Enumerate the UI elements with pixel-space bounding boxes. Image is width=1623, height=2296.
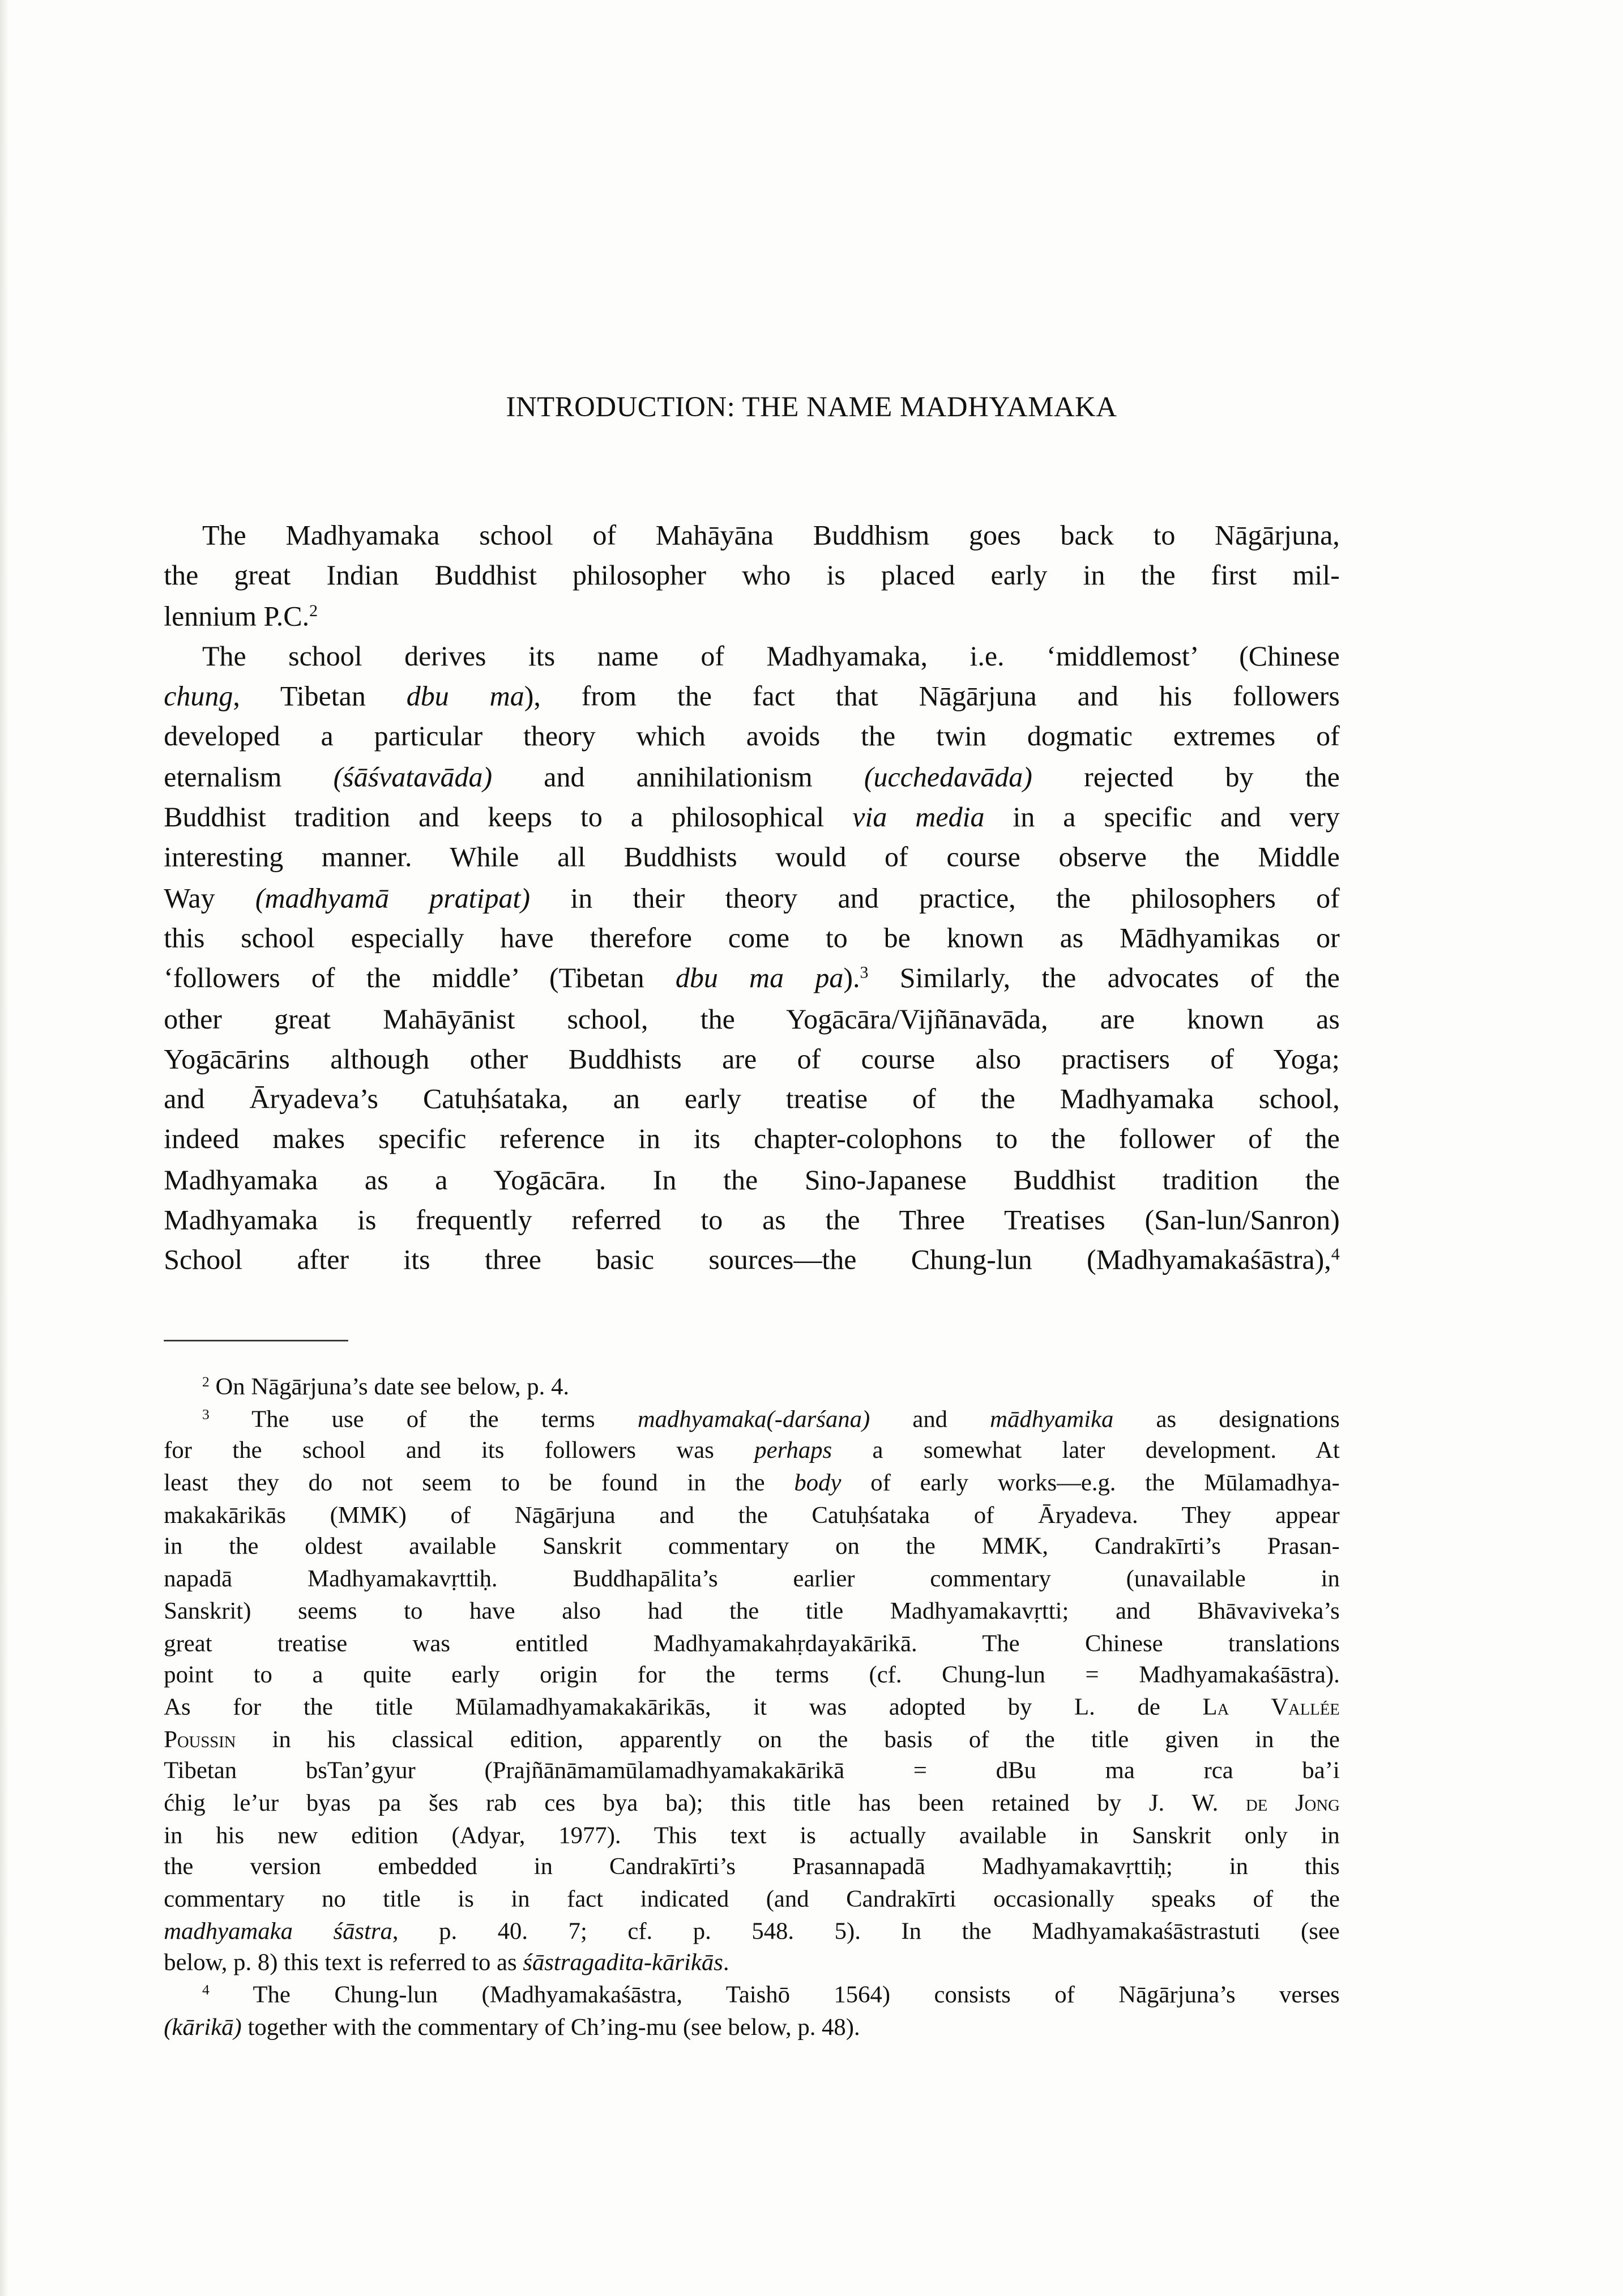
text-line: other great Mahāyānist school, the Yogācāra/Vijñānavāda, are known as (164, 1004, 1340, 1035)
text-line: Madhyamaka is frequently referred to as the Three Treatises (San-lun/Sanron) (164, 1205, 1340, 1237)
text-line: indeed makes specific reference in its chapter-colophons to the follower of the (164, 1125, 1340, 1156)
text-line: the great Indian Buddhist philosopher who is placed early in the first mil- (164, 561, 1340, 592)
text-line: ‘followers of the middle’ (Tibetan dbu ma pa).$^3$ Similarly, the advocates of the (164, 964, 1340, 995)
page-edge-shadow (0, 0, 9, 2296)
footnote-separator (164, 1340, 348, 1342)
footnote-line: makakārikās (MMK) of Nāgārjuna and the Catuḥśataka of Āryadeva. They appear (164, 1500, 1340, 1529)
text-line: Way (madhyamā pratipat) in their theory and practice, the philosophers of (164, 883, 1340, 915)
text-line: The school derives its name of Madhyamaka, i.e. ‘middlemost’ (Chinese (202, 642, 1340, 673)
footnote-line: ćhig le’ur byas pa šes rab ces bya ba); this title has been retained by J. W. de Jong (164, 1788, 1340, 1817)
footnote-line: point to a quite early origin for the terms (cf. Chung-lun = Madhyamakaśāstra). (164, 1660, 1340, 1689)
footnote-line: napadā Madhyamakavṛttiḥ. Buddhapālita’s earlier commentary (unavailable in (164, 1564, 1340, 1593)
footnote-ref: 2 (309, 602, 318, 621)
footnote-line: for the school and its followers was perhaps a somewhat later development. At (164, 1436, 1340, 1465)
main-text (164, 517, 1340, 1282)
footnotes (164, 1371, 1340, 2043)
text-line: developed a particular theory which avoids the twin dogmatic extremes of (164, 722, 1340, 754)
footnote-line: in his new edition (Adyar, 1977). This text is actually available in Sanskrit only in (164, 1820, 1340, 1849)
footnote-line: (kārikā) together with the commentary of Ch’ing-mu (see below, p. 48). (164, 2012, 860, 2041)
footnote-line: the version embedded in Candrakīrti’s Prasannapadā Madhyamakavṛttiḥ; in this (164, 1852, 1340, 1881)
text-line: The Madhyamaka school of Mahāyāna Buddhism goes back to Nāgārjuna, (202, 520, 1340, 552)
text-line: chung, Tibetan dbu ma), from the fact that Nāgārjuna and his followers (164, 682, 1340, 713)
footnote-line: below, p. 8) this text is referred to as śāstragadita-kārikās. (164, 1948, 729, 1977)
footnote-line: madhyamaka śāstra, p. 40. 7; cf. p. 548. 5). In the Madhyamakaśāstrastuti (see (164, 1916, 1340, 1945)
text-line: lennium P.C.$^2$ (164, 601, 318, 633)
footnote-line: least they do not seem to be found in the body of early works—e.g. the Mūlamadhya- (164, 1468, 1340, 1497)
text-line: Madhyamaka as a Yogācāra. In the Sino-Japanese Buddhist tradition the (164, 1165, 1340, 1197)
text-line: this school especially have therefore come to be known as Mādhyamikas or (164, 923, 1340, 955)
footnote-line: $^4$ The Chung-lun (Madhyamakaśāstra, Taishō 1564) consists of Nāgārjuna’s verses (202, 1980, 1340, 2009)
footnote-line: Sanskrit) seems to have also had the title Madhyamakavṛtti; and Bhāvaviveka’s (164, 1596, 1340, 1625)
footnote-line: commentary no title is in fact indicated (and Candrakīrti occasionally speaks of the (164, 1884, 1340, 1913)
text-line: and Āryadeva’s Catuḥśataka, an early treatise of the Madhyamaka school, (164, 1085, 1340, 1116)
footnote-line: in the oldest available Sanskrit commentary on the MMK, Candrakīrti’s Prasan- (164, 1532, 1340, 1561)
text-line: Buddhist tradition and keeps to a philosophical via media in a specific and very (164, 803, 1340, 834)
footnote-ref: 4 (1331, 1247, 1340, 1265)
text-line: eternalism (śāśvatavāda) and annihilationism (ucchedavāda) rejected by the (164, 762, 1340, 794)
footnote-line: $^3$ The use of the terms madhyamaka(-darśana) and mādhyamika as designations (202, 1404, 1340, 1433)
footnote-line: Poussin in his classical edition, apparently on the basis of the title given in the (164, 1724, 1340, 1753)
text-line: interesting manner. While all Buddhists would of course observe the Middle (164, 843, 1340, 874)
footnote-line: As for the title Mūlamadhyamakakārikās, it was adopted by L. de La Vallée (164, 1692, 1340, 1721)
text-line: Yogācārins although other Buddhists are of course also practisers of Yoga; (164, 1044, 1340, 1076)
footnote-line: great treatise was entitled Madhyamakahṛdayakārikā. The Chinese translations (164, 1628, 1340, 1657)
chapter-title: INTRODUCTION: THE NAME MADHYAMAKA (506, 392, 1117, 424)
footnote-line: $^2$ On Nāgārjuna’s date see below, p. 4. (202, 1372, 570, 1401)
text-line: School after its three basic sources—the Chung-lun (Madhyamakaśāstra),$^4$ (164, 1245, 1340, 1277)
footnote-ref: 3 (860, 965, 869, 983)
footnote-line: Tibetan bsTan’gyur (Prajñānāmamūlamadhyamakakārikā = dBu ma rca ba’i (164, 1756, 1340, 1785)
